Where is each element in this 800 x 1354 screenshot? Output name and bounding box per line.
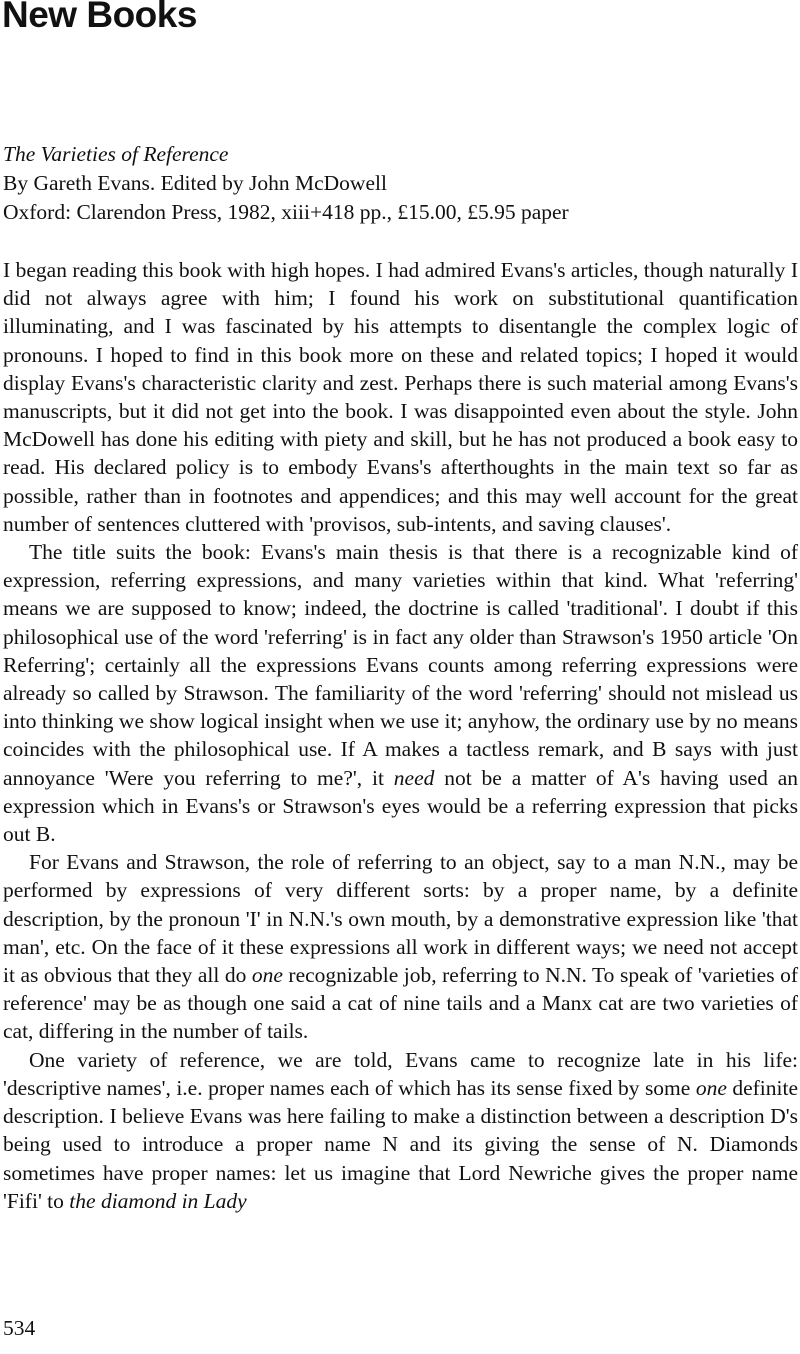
paragraph-text: definite description. I believe Evans was here failing to make a distinction between a description D's being used to introduce a proper name N and its giving the sense of N. Diamonds sometimes have proper names: let us imagine that Lord Newriche gives the proper name 'Fifi' to (3, 1075, 799, 1213)
book-citation (3, 140, 798, 227)
paragraph-text: not be a matter of A's having used an expression which in Evans's or Strawson's eyes would be a referring expression that picks out B. (3, 765, 798, 847)
review-body (3, 256, 798, 1215)
paragraph-text: One variety of reference, we are told, Evans came to recognize late in his life: 'descriptive names', i.e. proper names each of which has its sense fixed by some (3, 1047, 798, 1100)
book-publication: Oxford: Clarendon Press, 1982, xiii+418 pp., £15.00, £5.95 paper (3, 200, 569, 224)
review-paragraph-4 (3, 1046, 798, 1215)
page-number: 534 (3, 1316, 36, 1340)
paragraph-text: The title suits the book: Evans's main thesis is that there is a recognizable kind of expression, referring expressions, and many varieties within that kind. What 'referring' means we are supposed to know; indeed, the doctrine is called 'traditional'. I doubt if this philosophical use of the word 'referring' is in fact any older than Strawson's 1950 article 'On Referring'; certainly all the expressions Evans counts among referring expressions were already so called by Strawson. The familiarity of the word 'referring' should not mislead us into thinking we show logical insight when we use it; anyhow, the ordinary use by no means coincides with the philosophical use. If A makes a tactless remark, and B says with just annoyance 'Were you referring to me?', it (3, 540, 798, 790)
emphasis-text: one (251, 963, 283, 988)
emphasis-text: one (695, 1075, 727, 1100)
review-paragraph-3 (3, 848, 798, 1045)
book-title: The Varieties of Reference (3, 142, 229, 166)
review-paragraph-1 (3, 256, 798, 538)
paragraph-text: For Evans and Strawson, the role of referring to an object, say to a man N.N., may be performed by expressions of very different sorts: by a proper name, by a definite description, by the pronoun 'I' in N.N.'s own mouth, by a demonstrative expression like 'that man', etc. On the face of it these expressions all work in different ways; we need not accept it as obvious that they all do (3, 850, 798, 988)
paragraph-text: I began reading this book with high hopes. I had admired Evans's articles, though naturally I did not always agree with him; I found his work on substitutional quantification illuminating, and I was fascinated by his attempts to disentangle the complex logic of pronouns. I hoped to find in this book more on these and related topics; I hoped it would display Evans's characteristic clarity and zest. Perhaps there is such material among Evans's manuscripts, but it did not get into the book. I was disappointed even about the style. John McDowell has done his editing with piety and skill, but he has not produced a book easy to read. His declared policy is to embody Evans's afterthoughts in the main text so far as possible, rather than in footnotes and appendices; and this may well account for the great number of sentences cluttered with 'provisos, sub-intents, and saving clauses'. (3, 258, 798, 536)
book-byline: By Gareth Evans. Edited by John McDowell (3, 171, 387, 195)
emphasis-text: need (393, 765, 435, 790)
emphasis-text: the diamond in Lady (69, 1188, 247, 1213)
section-title: New Books (2, 0, 197, 35)
paragraph-text: recognizable job, referring to N.N. To speak of 'varieties of reference' may be as though one said a cat of nine tails and a Manx cat are two varieties of cat, differing in the number of tails. (3, 963, 798, 1044)
review-paragraph-2 (3, 538, 798, 848)
